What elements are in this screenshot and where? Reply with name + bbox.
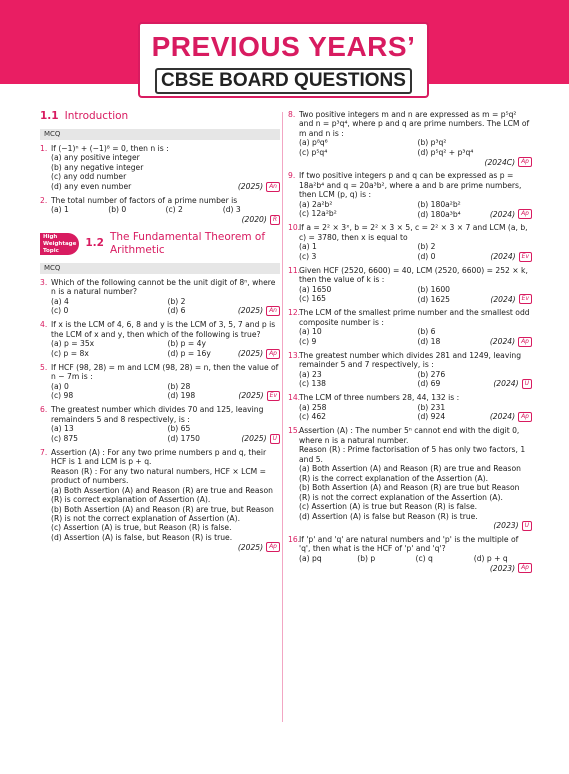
year-tag (242, 215, 280, 225)
year: (2024) (490, 294, 516, 304)
option-d: (d) 1625 (417, 294, 450, 304)
skill-badge: U (522, 521, 532, 531)
option-a: (a) 1650 (299, 284, 332, 294)
year-tag (238, 391, 280, 401)
year: (2023) (493, 521, 519, 531)
question-number: 11. (288, 265, 301, 275)
option-d: (d) Assertion (A) is false but Reason (R) is true. (299, 511, 478, 521)
year: (2025) (237, 306, 264, 316)
question-text: The LCM of three numbers 28, 44, 132 is : (299, 393, 460, 403)
column-divider (282, 112, 283, 722)
question-number: 9. (288, 171, 296, 181)
year-tag (490, 563, 532, 573)
question-number: 12. (288, 308, 301, 318)
option-c: (c) any odd number (51, 172, 127, 182)
skill-badge: Ev (267, 391, 280, 401)
question-text: If 'p' and 'q' are natural numbers and 'p' is the multiple of 'q', then what is the HCF of 'p' and 'q'? (299, 534, 519, 554)
option-a: (a) 1 (299, 242, 317, 252)
mcq-label: MCQ (40, 129, 280, 140)
question-number: 6. (40, 405, 48, 415)
skill-badge: U (522, 379, 532, 389)
option-a: (a) 2a²b² (299, 199, 333, 209)
option-a: (a) pq (299, 553, 322, 563)
high-weightage-topic-icon: High Weightage Topic (40, 233, 79, 255)
option-d: (d) 6 (167, 306, 186, 316)
option-d: (d) 3 (222, 205, 241, 215)
option-b: (b) p (357, 553, 376, 563)
question-text: Assertion (A) : For any two prime numbers p and q, their HCF is 1 and LCM is p + q. (51, 447, 267, 467)
option-d: (d) p = 16y (167, 348, 211, 358)
year-tag (490, 209, 532, 219)
skill-badge: An (266, 306, 280, 316)
question-1 (40, 144, 280, 192)
option-a: (a) p = 35x (51, 339, 95, 349)
year: (2025) (237, 348, 264, 358)
question-7 (40, 448, 280, 553)
skill-badge: Ap (266, 542, 280, 552)
option-b: (b) 0 (108, 205, 127, 215)
option-c: (c) p = 8x (51, 348, 89, 358)
year-tag (485, 157, 532, 167)
option-c: (c) 3 (299, 251, 317, 261)
question-4 (40, 320, 280, 358)
skill-badge: U (270, 434, 280, 444)
skill-badge: Ev (519, 252, 532, 262)
right-column (288, 110, 532, 577)
option-a: (a) 258 (299, 402, 327, 412)
year: (2024) (489, 336, 516, 346)
option-a: (a) 1 (51, 205, 69, 215)
year-tag (238, 542, 280, 552)
section-heading-1-2 (40, 231, 280, 257)
option-a: (a) 23 (299, 369, 322, 379)
option-a: (a) Both Assertion (A) and Reason (R) are true and Reason (R) is correct explanation of Assertion (A). (51, 485, 273, 505)
question-text: If a = 2² × 3ˣ, b = 2² × 3 × 5, c = 2² × 3 × 7 and LCM (a, b, c) = 3780, then x is equal to (299, 223, 528, 242)
option-b: (b) any negative integer (51, 162, 144, 172)
question-13 (288, 351, 532, 389)
skill-badge: Ap (518, 563, 532, 573)
question-number: 14. (288, 393, 301, 403)
question-2 (40, 196, 280, 225)
year: (2024) (493, 379, 519, 389)
question-number: 8. (288, 110, 296, 119)
year-tag (490, 294, 532, 304)
skill-badge: Ap (518, 412, 532, 422)
question-number: 5. (40, 362, 48, 372)
option-c: (c) 165 (299, 294, 327, 304)
year: (2025) (237, 182, 264, 192)
question-number: 2. (40, 195, 48, 205)
option-d: (d) 198 (167, 391, 196, 401)
option-b: (b) 1600 (417, 284, 450, 294)
option-b: (b) 2 (167, 296, 186, 306)
option-d: (d) p + q (473, 553, 508, 563)
option-c: (c) 875 (51, 433, 79, 443)
option-d: (d) 0 (417, 252, 436, 262)
page-title: PREVIOUS YEARS’ (151, 31, 416, 62)
year-tag (241, 434, 280, 444)
option-b: (b) Both Assertion (A) and Reason (R) are true, but Reason (R) is not the correct explanation of Assertion (A). (51, 504, 274, 523)
year-tag (490, 252, 532, 262)
option-a: (a) 10 (299, 327, 322, 337)
option-d: (d) any even number (51, 182, 132, 192)
year-tag (493, 379, 532, 389)
header-box (138, 22, 429, 98)
question-14 (288, 393, 532, 422)
question-text: If two positive integers p and q can be expressed as p = 18a²b⁴ and q = 20a³b², where a and b are prime numbers, then LCM (p, q) is : (299, 171, 522, 200)
section-title: The Fundamental Theorem of Arithmetic (109, 230, 266, 256)
question-text: The total number of factors of a prime number is (51, 195, 238, 205)
year-tag (238, 182, 280, 192)
option-d: (d) 1750 (167, 433, 200, 443)
option-c: (c) 98 (51, 391, 74, 401)
option-a: (a) 4 (51, 296, 69, 306)
skill-badge: An (266, 182, 280, 192)
option-b: (b) 2 (417, 242, 436, 252)
section-number: 1.1 (40, 110, 59, 122)
option-c: (c) 2 (165, 205, 183, 215)
year-tag (238, 349, 280, 359)
question-number: 13. (288, 350, 301, 360)
option-d: (d) 69 (417, 379, 441, 389)
option-c: (c) 12a²b² (299, 209, 337, 219)
option-a: (a) 0 (51, 381, 69, 391)
option-c: (c) q (415, 553, 433, 563)
option-c: (c) p⁵q⁴ (299, 147, 328, 157)
option-b: (b) 65 (167, 424, 191, 434)
option-c: (c) Assertion (A) is true but Reason (R) is false. (299, 502, 478, 512)
option-b: (b) 28 (167, 381, 191, 391)
option-c: (c) Assertion (A) is true, but Reason (R) is false. (51, 523, 232, 533)
question-number: 10. (288, 223, 301, 233)
year: (2025) (237, 542, 264, 552)
year-tag (493, 521, 532, 531)
option-b: (b) p = 4y (167, 339, 206, 349)
page-subtitle: CBSE BOARD QUESTIONS (155, 68, 412, 94)
option-b: (b) 6 (417, 327, 436, 337)
question-text: Given HCF (2520, 6600) = 40, LCM (2520, 6600) = 252 × k, then the value of k is : (299, 265, 528, 285)
option-d: (d) 924 (417, 412, 446, 422)
skill-badge: R (270, 215, 280, 225)
year: (2024) (489, 412, 516, 422)
year-tag (490, 412, 532, 422)
skill-badge: Ap (518, 337, 532, 347)
option-b: (b) 231 (417, 402, 446, 412)
question-15 (288, 426, 532, 531)
skill-badge: Ev (519, 294, 532, 304)
year: (2023) (489, 563, 516, 573)
question-8 (288, 110, 532, 167)
option-b: (b) 276 (417, 369, 446, 379)
section-title: Introduction (64, 110, 129, 122)
option-a: (a) p⁸q⁶ (299, 138, 328, 148)
option-c: (c) 0 (51, 306, 69, 316)
skill-badge: Ap (266, 349, 280, 359)
question-text: If HCF (98, 28) = m and LCM (98, 28) = n, then the value of n − 7m is : (51, 362, 279, 382)
year-tag (238, 306, 280, 316)
option-d: (d) Assertion (A) is false, but Reason (R) is true. (51, 532, 233, 542)
question-text: The LCM of the smallest prime number and the smallest odd composite number is : (299, 308, 530, 327)
question-5 (40, 363, 280, 401)
question-11 (288, 266, 532, 304)
year: (2024) (490, 252, 516, 262)
question-12 (288, 308, 532, 346)
question-3 (40, 278, 280, 316)
question-9 (288, 171, 532, 219)
question-text: The greatest number which divides 70 and 125, leaving remainders 5 and 8 respectively, is : (51, 405, 264, 424)
question-number: 1. (40, 143, 48, 153)
question-text: If (−1)ⁿ + (−1)⁸ = 0, then n is : (51, 143, 169, 153)
mcq-label: MCQ (40, 263, 280, 274)
year: (2024) (489, 209, 516, 219)
option-d: (d) p⁵q² + p³q⁴ (417, 147, 474, 157)
option-c: (c) 9 (299, 336, 317, 346)
option-b: (b) p³q² (417, 138, 447, 148)
question-10 (288, 223, 532, 261)
question-text: Which of the following cannot be the unit digit of 8ⁿ, where n is a natural number? (51, 277, 276, 297)
question-text: The greatest number which divides 281 and 1249, leaving remainder 5 and 7 respectively, is : (299, 350, 522, 370)
skill-badge: Ap (518, 209, 532, 219)
year: (2025) (241, 433, 267, 443)
question-number: 3. (40, 277, 48, 287)
option-c: (c) 462 (299, 412, 327, 422)
reason-text: Reason (R) : Prime factorisation of 5 has only two factors, 1 and 5. (299, 445, 526, 464)
left-column (40, 110, 280, 556)
year: (2020) (241, 215, 267, 225)
option-d: (d) 18 (417, 336, 441, 346)
question-number: 15. (288, 426, 301, 436)
skill-badge: Ap (518, 157, 532, 167)
year: (2024C) (484, 157, 516, 167)
question-number: 4. (40, 320, 48, 330)
option-c: (c) 138 (299, 379, 327, 389)
option-a: (a) Both Assertion (A) and Reason (R) are true and Reason (R) is the correct explanation of the Assertion (A). (299, 464, 521, 483)
question-text: If x is the LCM of 4, 6, 8 and y is the LCM of 3, 5, 7 and p is the LCM of x and y, then which of the following is true? (51, 320, 276, 339)
option-a: (a) 13 (51, 424, 74, 434)
option-a: (a) any positive integer (51, 153, 140, 163)
question-16 (288, 535, 532, 573)
option-b: (b) Both Assertion (A) and Reason (R) are true but Reason (R) is not the correct explanation of the Assertion (A). (299, 483, 520, 502)
year: (2025) (238, 391, 264, 401)
reason-text: Reason (R) : For any two natural numbers, HCF × LCM = product of numbers. (51, 466, 266, 486)
question-text: Two positive integers m and n are expressed as m = p⁵q² and n = p³q⁴, where p and q are prime numbers. The LCM of m and n is : (299, 110, 530, 138)
year-tag (490, 337, 532, 347)
option-d: (d) 180a³b⁴ (417, 209, 461, 219)
question-number: 16. (288, 534, 301, 544)
question-text: Assertion (A) : The number 5ⁿ cannot end with the digit 0, where n is a natural number. (299, 426, 520, 445)
option-b: (b) 180a²b² (417, 199, 461, 209)
question-6 (40, 405, 280, 443)
section-number: 1.2 (85, 237, 104, 250)
section-heading-1-1 (40, 110, 280, 123)
question-number: 7. (40, 447, 48, 457)
